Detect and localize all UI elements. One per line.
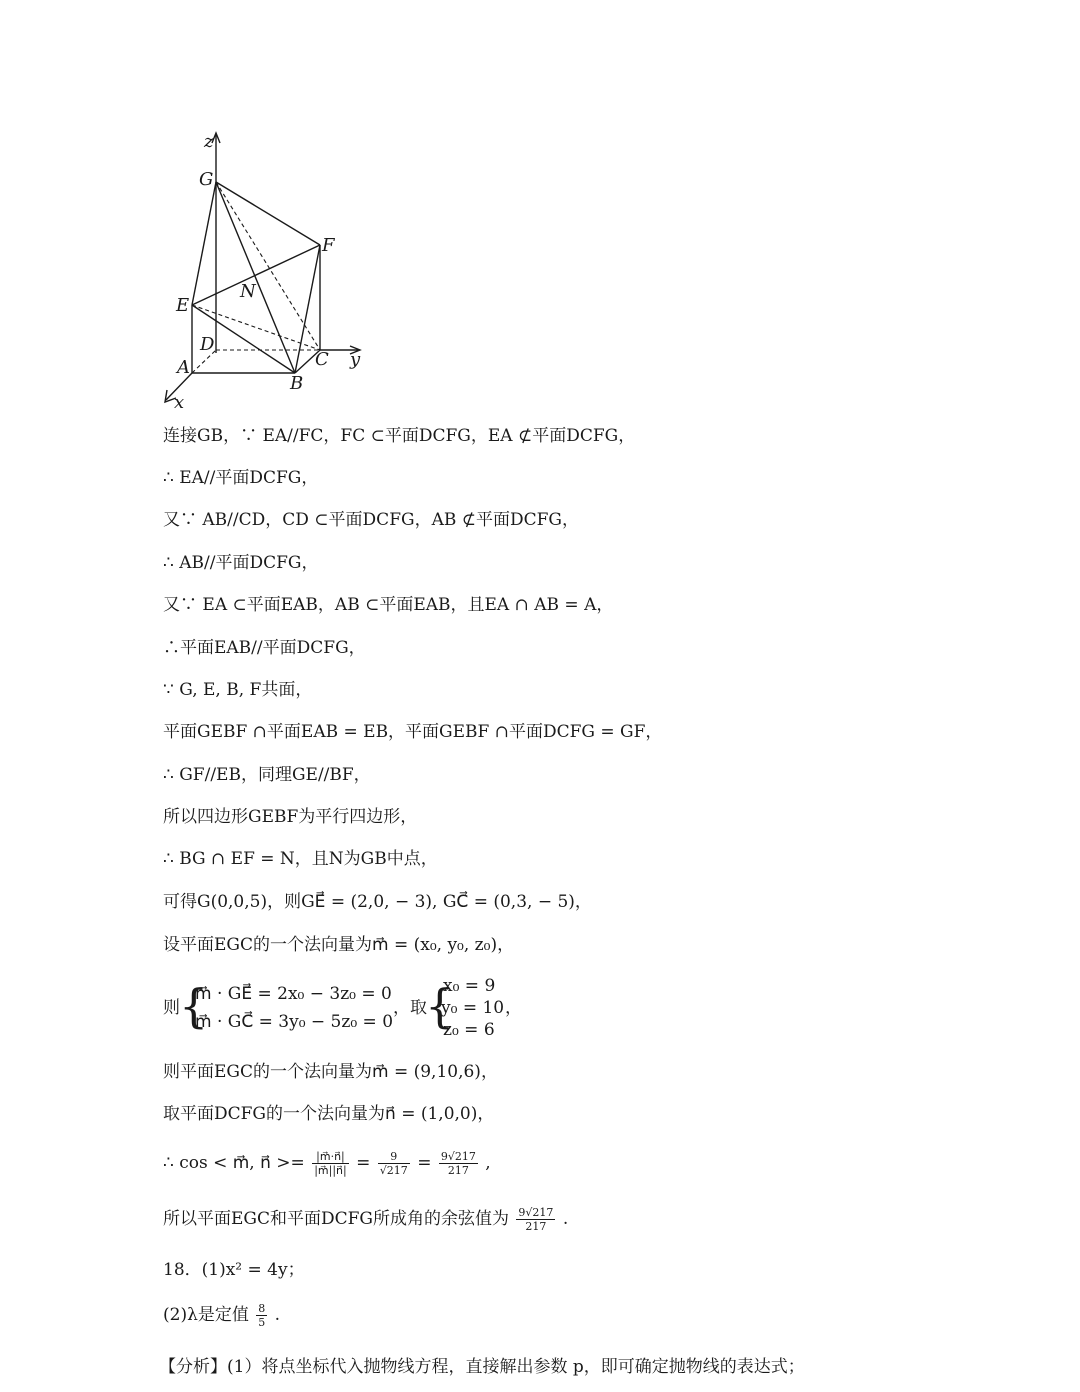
right-brace-group: { xyxy=(425,979,455,1033)
fraction-2 xyxy=(378,1150,410,1177)
solid-diagram xyxy=(150,125,380,415)
left-brace: { xyxy=(179,979,209,1033)
q18-part2 xyxy=(163,1302,280,1329)
label-D: D xyxy=(200,334,215,355)
equals-1: = xyxy=(356,1153,371,1173)
solution-line: 取平面DCFG的一个法向量为n⃗ = (1,0,0)， xyxy=(163,1104,495,1124)
system-r2: y₀ = 10 xyxy=(441,998,505,1018)
fraction-2-num: 9 xyxy=(378,1150,410,1164)
conclusion-fraction-den: 217 xyxy=(525,1220,547,1233)
cos-tail: , xyxy=(485,1153,491,1173)
edge-GB xyxy=(216,182,295,373)
fraction-3 xyxy=(439,1150,478,1177)
system-r1: x₀ = 9 xyxy=(443,976,496,996)
equals-2: = xyxy=(417,1153,432,1173)
fraction-1 xyxy=(312,1150,349,1177)
solution-line: 又∵ EA ⊂平面EAB，AB ⊂平面EAB，且EA ∩ AB = A， xyxy=(163,595,614,615)
system-row-2: m⃗ · GC⃗ = 3y₀ − 5z₀ = 0 xyxy=(195,1012,394,1032)
solution-line: 所以四边形GEBF为平行四边形， xyxy=(163,807,418,827)
label-F: F xyxy=(322,235,335,256)
label-C: C xyxy=(315,349,329,370)
fraction-2-den: √217 xyxy=(379,1164,408,1177)
label-B: B xyxy=(290,373,304,394)
system-prefix: 则 xyxy=(163,998,180,1018)
q18-fraction xyxy=(256,1302,267,1329)
analysis-line: 【分析】(1）将点坐标代入抛物线方程，直接解出参数 p，即可确定抛物线的表达式； xyxy=(159,1357,805,1377)
system-mid: ，取 xyxy=(393,998,427,1018)
edge-GE xyxy=(192,182,216,305)
conclusion-fraction-num: 9√217 xyxy=(518,1206,554,1219)
cos-lead: ∴ cos < m⃗, n⃗ >= xyxy=(163,1153,305,1173)
conclusion-line xyxy=(163,1206,568,1233)
system-suffix: ， xyxy=(505,998,522,1018)
system-row-1: m⃗ · GE⃗ = 2x₀ − 3z₀ = 0 xyxy=(195,984,392,1004)
cosine-line xyxy=(163,1150,491,1177)
solution-line: ∵ G, E, B, F共面， xyxy=(163,680,313,700)
solution-line: ∴平面EAB//平面DCFG， xyxy=(163,638,366,658)
label-y: y xyxy=(350,349,361,370)
q18-fraction-den: 5 xyxy=(258,1316,266,1329)
solution-line: 设平面EGC的一个法向量为m⃗ = (x₀, y₀, z₀)， xyxy=(163,935,515,955)
equation-system xyxy=(163,975,583,1045)
solution-line: ∴ BG ∩ EF = N，且N为GB中点， xyxy=(163,849,438,869)
geometry-figure xyxy=(150,125,380,415)
fraction-1-num: |m⃗·n⃗| xyxy=(312,1150,349,1164)
conclusion-tail: . xyxy=(562,1209,569,1229)
solution-line: 又∵ AB//CD，CD ⊂平面DCFG，AB ⊄平面DCFG， xyxy=(163,510,579,530)
solution-line: 连接GB，∵ EA//FC，FC ⊂平面DCFG，EA ⊄平面DCFG， xyxy=(163,426,636,446)
system-r3: z₀ = 6 xyxy=(443,1020,495,1040)
label-E: E xyxy=(176,295,190,316)
solution-line: 则平面EGC的一个法向量为m⃗ = (9,10,6)， xyxy=(163,1062,498,1082)
fraction-1-den: |m⃗||n⃗| xyxy=(314,1164,347,1177)
q18-fraction-num: 8 xyxy=(258,1302,266,1315)
solution-line: 平面GEBF ∩平面EAB = EB，平面GEBF ∩平面DCFG = GF， xyxy=(163,722,663,742)
label-N: N xyxy=(240,281,256,302)
solution-line: ∴ EA//平面DCFG， xyxy=(163,468,319,488)
conclusion-text: 所以平面EGC和平面DCFG所成角的余弦值为 xyxy=(163,1209,510,1229)
fraction-3-num: 9√217 xyxy=(440,1150,476,1163)
q18-part1: 18．(1)x² = 4y； xyxy=(163,1260,305,1280)
label-A: A xyxy=(177,357,190,378)
solution-line: ∴ GF//EB，同理GE//BF， xyxy=(163,765,371,785)
solution-line: ∴ AB//平面DCFG， xyxy=(163,553,319,573)
label-x: x xyxy=(174,392,185,413)
q18-part2-tail: . xyxy=(274,1305,281,1325)
label-G: G xyxy=(199,169,214,190)
edge-EF xyxy=(192,245,320,305)
edge-GF xyxy=(216,182,320,245)
fraction-3-den: 217 xyxy=(447,1164,469,1177)
solution-line: 可得G(0,0,5)，则GE⃗ = (2,0, − 3), GC⃗ = (0,3, − 5)， xyxy=(163,892,592,912)
conclusion-fraction xyxy=(516,1206,555,1233)
q18-part2-text: (2)λ是定值 xyxy=(163,1305,249,1325)
label-z: z xyxy=(204,131,214,152)
